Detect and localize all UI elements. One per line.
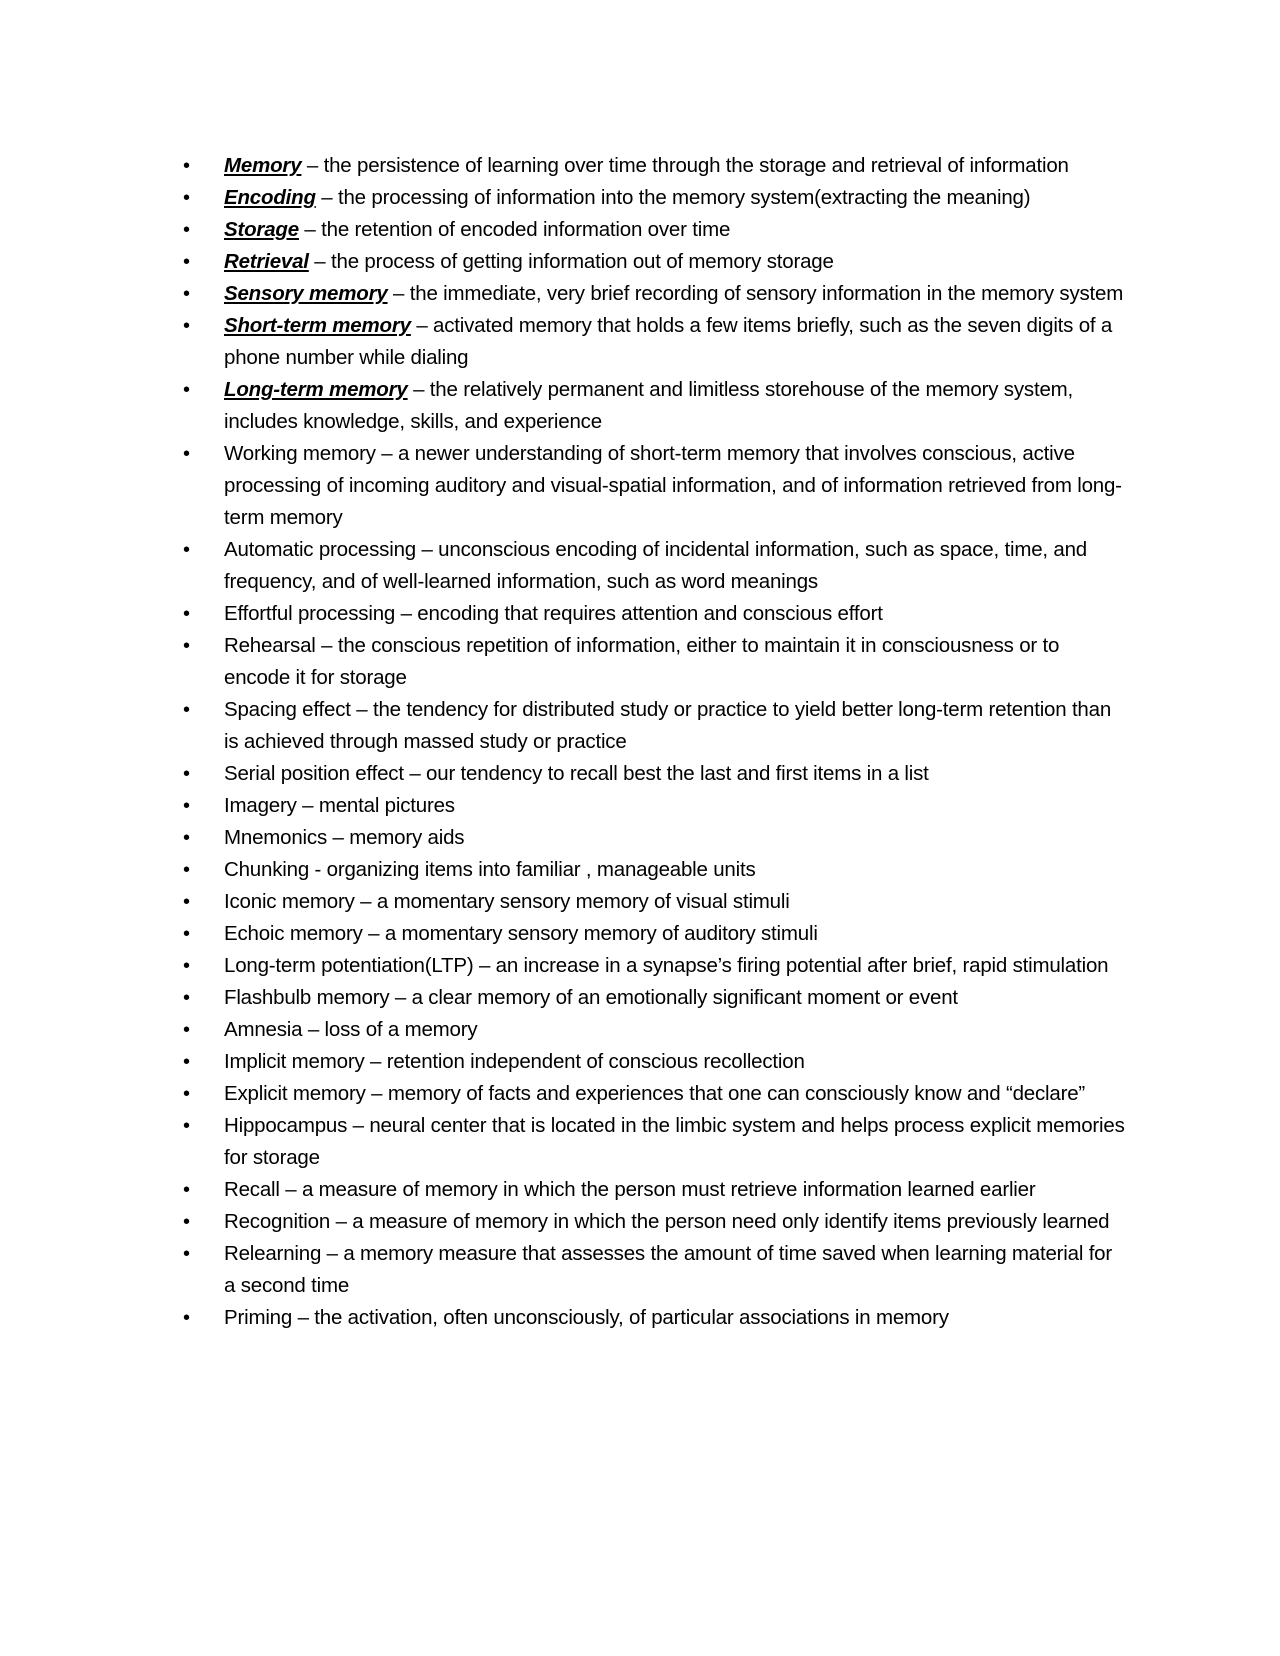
glossary-definition: – memory aids [327, 826, 465, 849]
glossary-item [178, 438, 1128, 534]
glossary-term: Amnesia [224, 1018, 303, 1041]
glossary-term: Relearning [224, 1242, 322, 1265]
glossary-definition: – a momentary sensory memory of visual stimuli [354, 890, 790, 913]
bullet-icon: • [183, 283, 190, 305]
glossary-term: Chunking [224, 858, 310, 881]
glossary-definition: – a clear memory of an emotionally significant moment or event [389, 986, 958, 1009]
glossary-item [178, 758, 1128, 790]
glossary-definition: – an increase in a synapse’s firing potential after brief, rapid stimulation [473, 954, 1109, 977]
bullet-icon: • [183, 955, 190, 977]
glossary-term: Retrieval [224, 250, 309, 273]
glossary-term: Hippocampus [224, 1114, 348, 1137]
glossary-term: Long-term memory [224, 378, 408, 401]
bullet-icon: • [183, 443, 190, 465]
bullet-icon: • [183, 923, 190, 945]
glossary-term: Explicit memory [224, 1082, 366, 1105]
glossary-term: Mnemonics [224, 826, 328, 849]
glossary-term: Implicit memory [224, 1050, 365, 1073]
glossary-definition: – mental pictures [296, 794, 455, 817]
glossary-term: Effortful processing [224, 602, 396, 625]
bullet-icon: • [183, 763, 190, 785]
glossary-definition: – the immediate, very brief recording of sensory information in the memory system [387, 282, 1124, 305]
glossary-item [178, 150, 1128, 182]
bullet-icon: • [183, 219, 190, 241]
glossary-term: Iconic memory [224, 890, 355, 913]
glossary-list [178, 150, 1128, 1334]
bullet-icon: • [183, 1211, 190, 1233]
bullet-icon: • [183, 1307, 190, 1329]
glossary-item [178, 1302, 1128, 1334]
glossary-item [178, 1238, 1128, 1302]
glossary-item [178, 854, 1128, 886]
glossary-item [178, 1078, 1128, 1110]
glossary-term: Memory [224, 154, 302, 177]
glossary-term: Recall [224, 1178, 280, 1201]
glossary-item [178, 1174, 1128, 1206]
glossary-term: Long-term potentiation(LTP) [224, 954, 474, 977]
glossary-item [178, 950, 1128, 982]
glossary-definition: – the activation, often unconsciously, of particular associations in memory [292, 1306, 949, 1329]
glossary-definition: – memory of facts and experiences that one can consciously know and “declare” [365, 1082, 1086, 1105]
glossary-term: Automatic processing [224, 538, 416, 561]
glossary-term: Rehearsal [224, 634, 316, 657]
glossary-item [178, 310, 1128, 374]
glossary-definition: – a measure of memory in which the person must retrieve information learned earlier [279, 1178, 1036, 1201]
glossary-item [178, 1014, 1128, 1046]
glossary-definition: – loss of a memory [302, 1018, 478, 1041]
glossary-item [178, 278, 1128, 310]
glossary-definition: – the tendency for distributed study or practice to yield better long-term retention than is achieved through massed study or practice [224, 698, 1112, 753]
bullet-icon: • [183, 635, 190, 657]
bullet-icon: • [183, 795, 190, 817]
bullet-icon: • [183, 827, 190, 849]
glossary-definition: – neural center that is located in the limbic system and helps process explicit memories for storage [224, 1114, 1125, 1169]
bullet-icon: • [183, 987, 190, 1009]
glossary-term: Echoic memory [224, 922, 363, 945]
glossary-term: Sensory memory [224, 282, 388, 305]
glossary-item [178, 918, 1128, 950]
glossary-item [178, 694, 1128, 758]
glossary-definition: – the retention of encoded information over time [298, 218, 731, 241]
glossary-item [178, 982, 1128, 1014]
glossary-item [178, 790, 1128, 822]
glossary-item [178, 822, 1128, 854]
glossary-definition: – a momentary sensory memory of auditory stimuli [362, 922, 818, 945]
bullet-icon: • [183, 1051, 190, 1073]
bullet-icon: • [183, 859, 190, 881]
glossary-term: Encoding [224, 186, 316, 209]
bullet-icon: • [183, 1019, 190, 1041]
glossary-item [178, 214, 1128, 246]
glossary-definition: – the processing of information into the memory system(extracting the meaning) [315, 186, 1031, 209]
glossary-item [178, 630, 1128, 694]
bullet-icon: • [183, 1115, 190, 1137]
glossary-definition: – unconscious encoding of incidental information, such as space, time, and frequency, and of well-learned information, such as word meanings [224, 538, 1088, 593]
bullet-icon: • [183, 1243, 190, 1265]
bullet-icon: • [183, 603, 190, 625]
glossary-term: Working memory [224, 442, 376, 465]
glossary-definition: – a memory measure that assesses the amount of time saved when learning material for a second time [224, 1242, 1113, 1297]
glossary-item [178, 886, 1128, 918]
glossary-definition: – activated memory that holds a few items briefly, such as the seven digits of a phone number while dialing [224, 314, 1113, 369]
glossary-definition: – retention independent of conscious recollection [364, 1050, 805, 1073]
glossary-item [178, 1110, 1128, 1174]
glossary-definition: – a measure of memory in which the person need only identify items previously learned [330, 1210, 1110, 1233]
glossary-term: Spacing effect [224, 698, 351, 721]
glossary-term: Storage [224, 218, 299, 241]
glossary-definition: - organizing items into familiar , manageable units [309, 858, 756, 881]
bullet-icon: • [183, 891, 190, 913]
glossary-definition: – the conscious repetition of information, either to maintain it in consciousness or to encode it for storage [224, 634, 1060, 689]
glossary-item [178, 534, 1128, 598]
bullet-icon: • [183, 539, 190, 561]
bullet-icon: • [183, 187, 190, 209]
glossary-term: Short-term memory [224, 314, 411, 337]
glossary-item [178, 374, 1128, 438]
glossary-term: Priming [224, 1306, 293, 1329]
glossary-definition: – the process of getting information out of memory storage [308, 250, 834, 273]
glossary-item [178, 246, 1128, 278]
glossary-item [178, 598, 1128, 630]
bullet-icon: • [183, 1083, 190, 1105]
bullet-icon: • [183, 1179, 190, 1201]
glossary-definition: – encoding that requires attention and conscious effort [395, 602, 883, 625]
glossary-definition: – the persistence of learning over time through the storage and retrieval of information [301, 154, 1069, 177]
glossary-term: Imagery [224, 794, 297, 817]
glossary-definition: – the relatively permanent and limitless storehouse of the memory system, includes knowledge, skills, and experience [224, 378, 1074, 433]
glossary-term: Flashbulb memory [224, 986, 390, 1009]
glossary-item [178, 1206, 1128, 1238]
bullet-icon: • [183, 251, 190, 273]
bullet-icon: • [183, 379, 190, 401]
glossary-item [178, 182, 1128, 214]
bullet-icon: • [183, 315, 190, 337]
glossary-term: Recognition [224, 1210, 331, 1233]
glossary-item [178, 1046, 1128, 1078]
glossary-term: Serial position effect [224, 762, 404, 785]
glossary-definition: – our tendency to recall best the last and first items in a list [403, 762, 929, 785]
bullet-icon: • [183, 699, 190, 721]
bullet-icon: • [183, 155, 190, 177]
glossary-definition: – a newer understanding of short-term memory that involves conscious, active processing of incoming auditory and visual-spatial information, and of information retrieved from long-term memory [224, 442, 1122, 529]
